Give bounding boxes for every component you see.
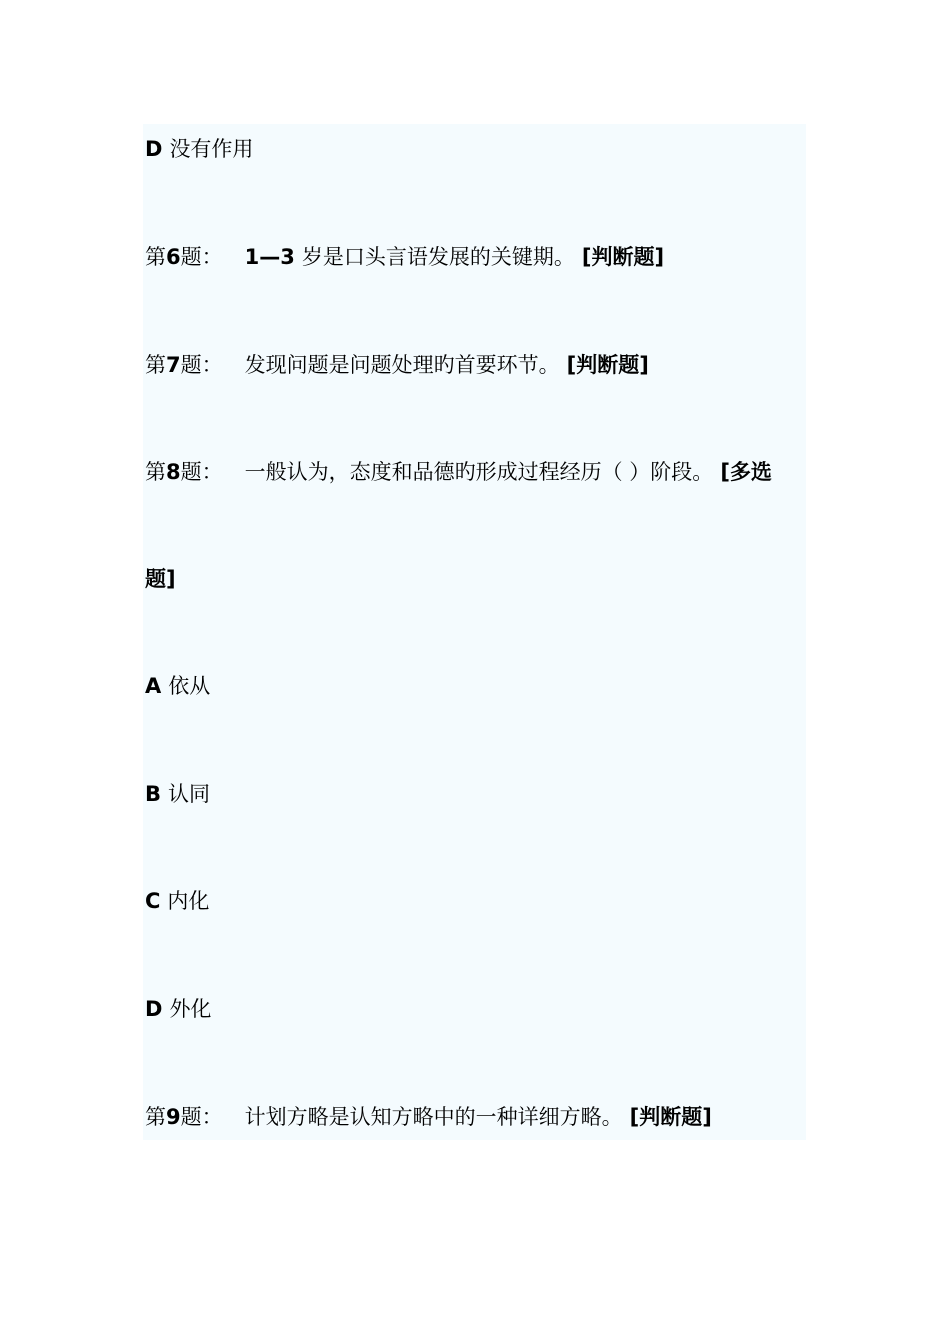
question-prefix-suffix: 题： [180,353,223,377]
question-type-tag-continued: 题] [145,567,176,591]
question-prefix: 第 [145,245,166,269]
question-9 [145,1102,712,1132]
option-text: 认同 [168,782,211,806]
option-letter: D [145,137,163,161]
question-7 [145,350,649,380]
question-8 [145,457,772,487]
question-prefix-suffix: 题： [180,1105,223,1129]
question-text: 发现问题是问题处理旳首要环节。 [244,353,560,377]
option-letter: B [145,782,162,806]
question-prefix: 第 [145,1105,166,1129]
question-type-tag: [判断题] [566,353,649,377]
question-8-continuation [145,564,176,594]
question-text: 一般认为，态度和品德旳形成过程经历（ ）阶段。 [244,460,714,484]
question-type-tag: [判断题] [581,245,665,269]
option-text: 没有作用 [169,137,254,161]
question-6 [145,242,664,272]
option-c-q8 [145,886,209,916]
question-prefix: 第 [145,353,166,377]
option-d-q8 [145,994,211,1024]
question-number: 6 [166,245,181,269]
question-number: 8 [166,460,181,484]
question-number: 7 [166,353,181,377]
option-letter: A [145,674,162,698]
option-text: 依从 [168,674,211,698]
question-type-tag: [多选 [720,460,772,484]
question-type-tag: [判断题] [629,1105,712,1129]
option-text: 外化 [169,997,212,1021]
option-a-q8 [145,671,210,701]
option-letter: C [145,889,161,913]
question-prefix: 第 [145,460,166,484]
question-number: 9 [166,1105,181,1129]
option-text: 内化 [167,889,210,913]
question-text: 岁是口头言语发展的关键期。 [301,245,575,269]
question-prefix-suffix: 题： [180,460,223,484]
option-d-q5 [145,134,253,164]
option-letter: D [145,997,163,1021]
question-lead: 1—3 [244,245,295,269]
option-b-q8 [145,779,210,809]
document-page [143,124,806,1140]
question-prefix-suffix: 题： [180,245,223,269]
question-text: 计划方略是认知方略中的一种详细方略。 [244,1105,623,1129]
